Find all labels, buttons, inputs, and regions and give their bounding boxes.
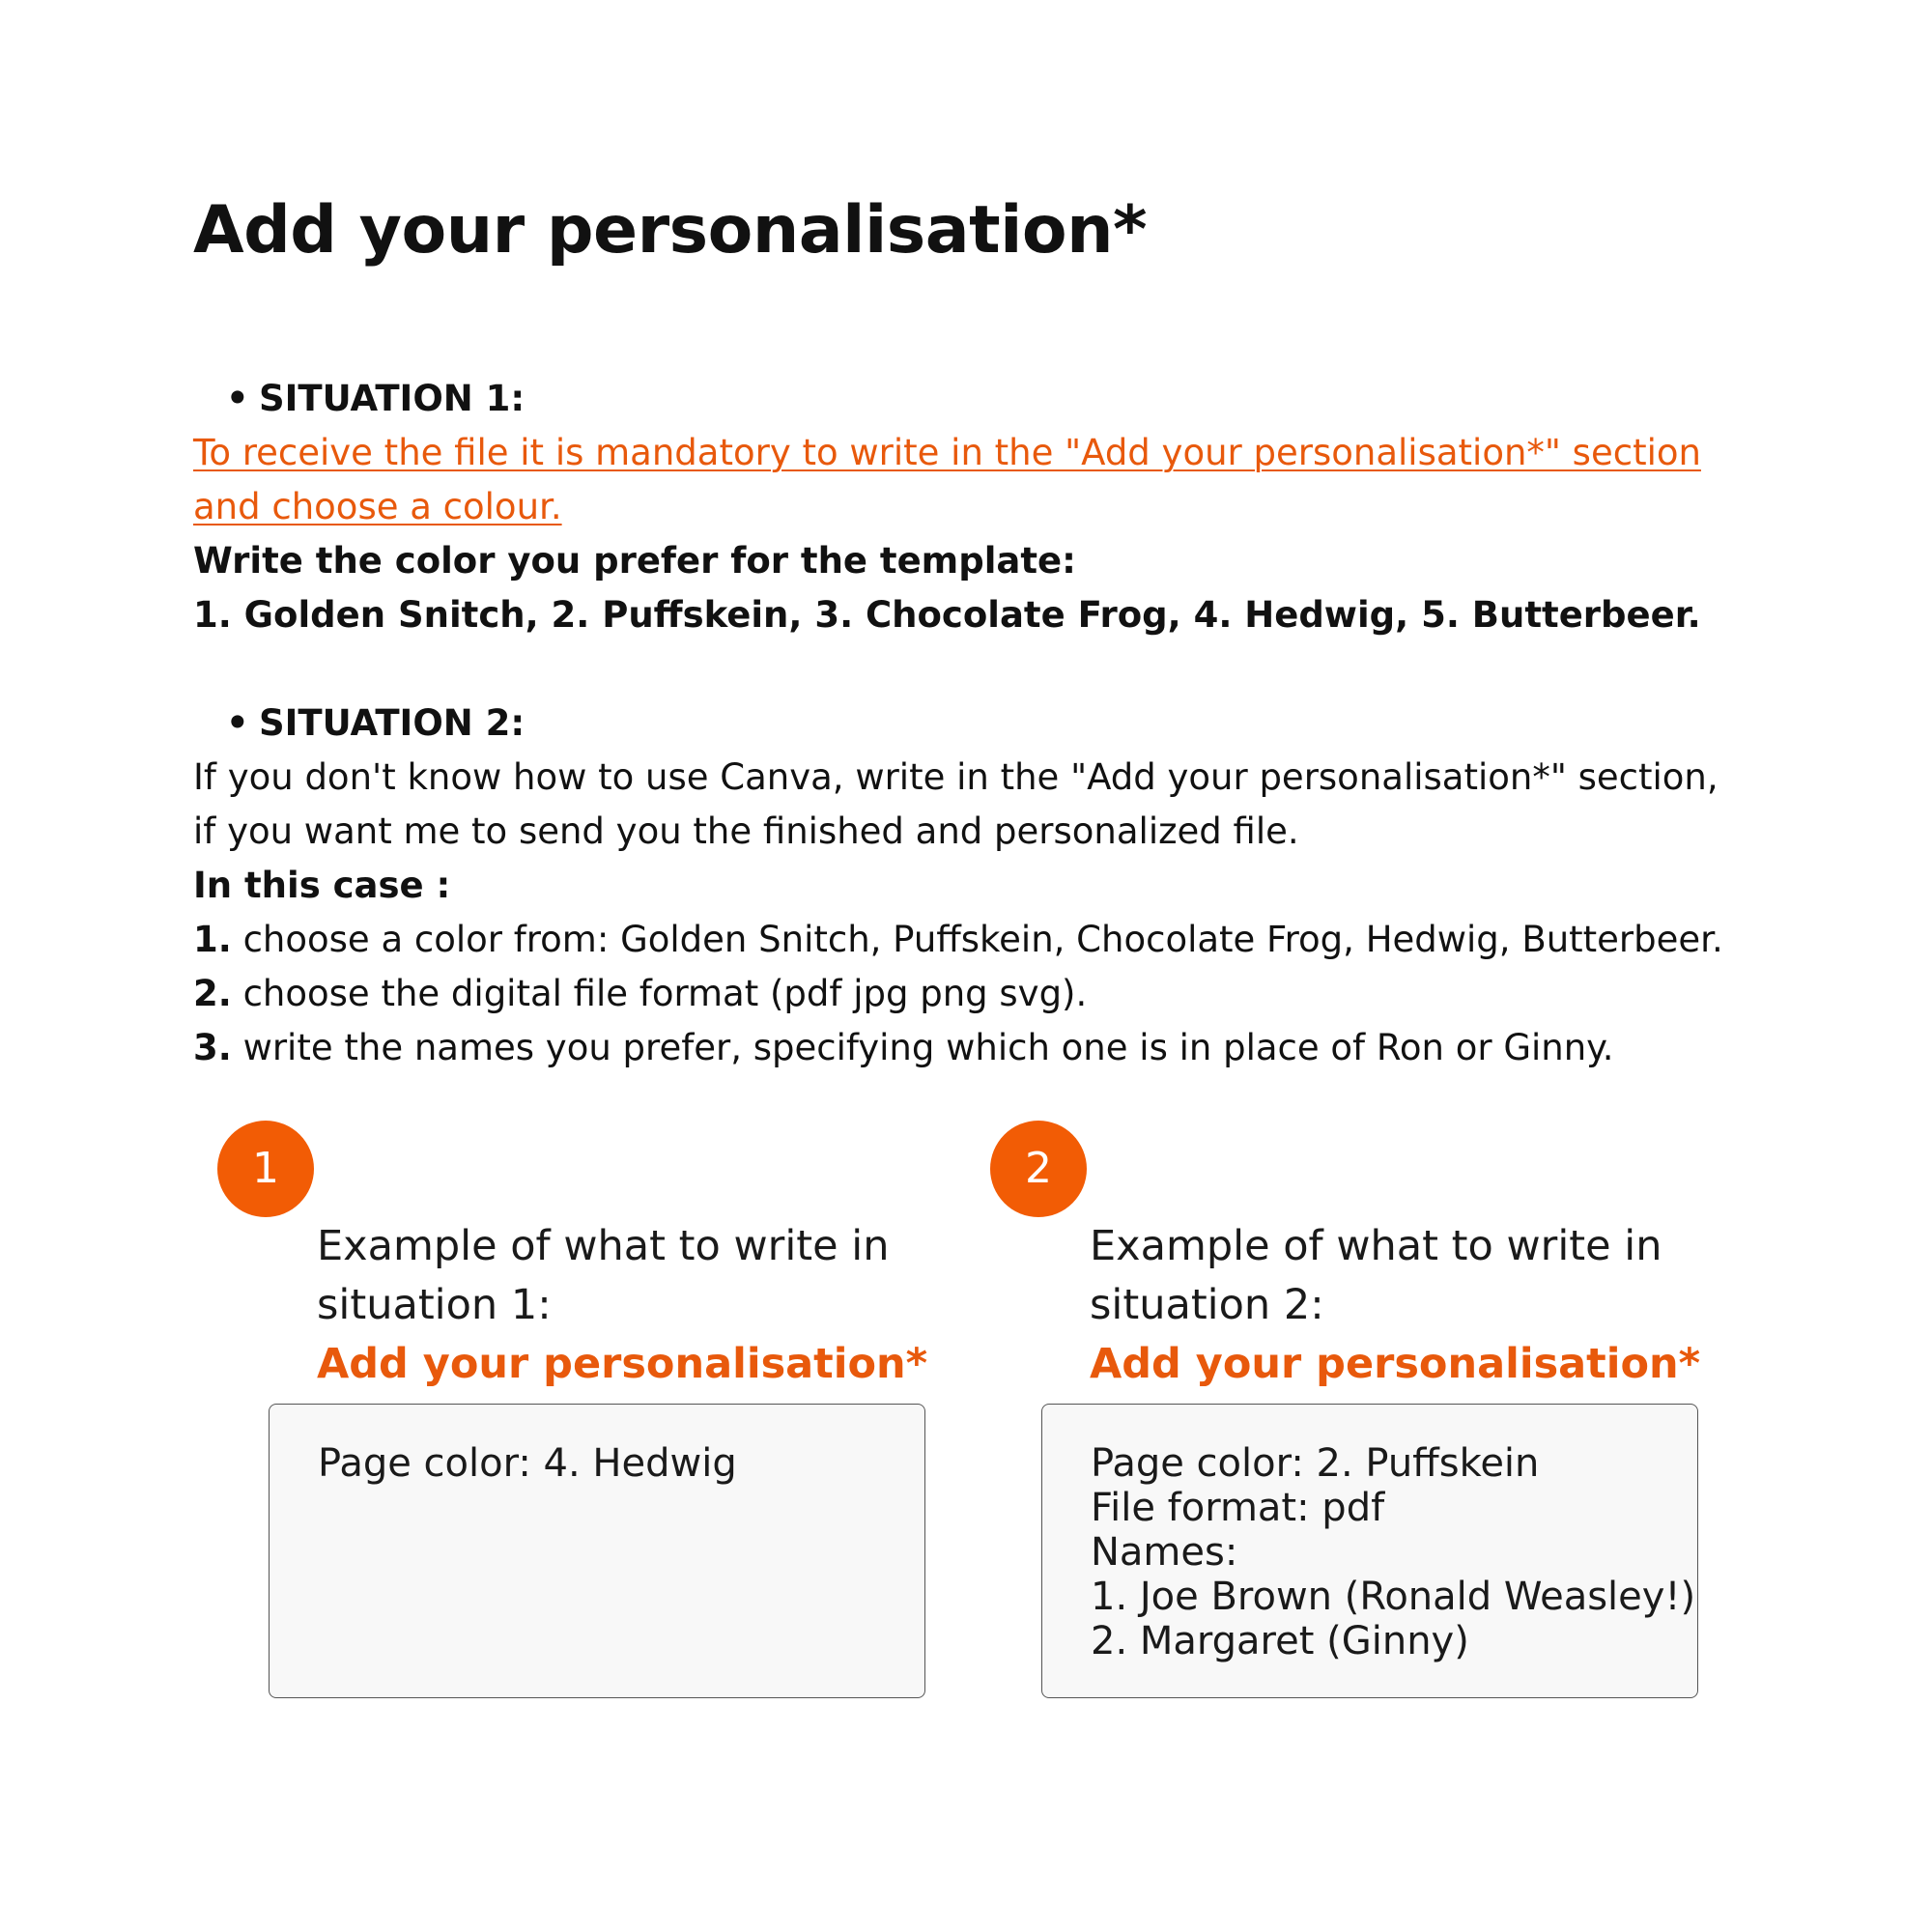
step-number: 2.: [193, 973, 232, 1014]
case-label: In this case :: [193, 865, 451, 906]
example-caption: Example of what to write in situation 1:: [317, 1222, 890, 1329]
example-field-label: Add your personalisation*: [1090, 1340, 1701, 1388]
step-text: choose the digital file format (pdf jpg png svg).: [231, 973, 1088, 1014]
example-situation-2: [990, 1121, 1701, 1698]
mandatory-notice-link-cont[interactable]: and choose a colour.: [193, 486, 562, 527]
color-options: 1. Golden Snitch, 2. Puffskein, 3. Chocolate Frog, 4. Hedwig, 5. Butterbeer.: [193, 594, 1701, 636]
bullet-icon: •: [226, 702, 249, 744]
bullet-icon: •: [226, 378, 249, 419]
section-gap: [193, 642, 1777, 696]
textbox-line: Page color: 2. Puffskein: [1091, 1441, 1540, 1486]
step-number: 3.: [193, 1027, 232, 1068]
personalisation-textbox[interactable]: [1041, 1404, 1698, 1698]
situation-2-heading: • SITUATION 2:: [193, 696, 1777, 751]
step-text: write the names you prefer, specifying which one is in place of Ron or Ginny.: [231, 1027, 1614, 1068]
personalisation-textbox[interactable]: [269, 1404, 925, 1698]
textbox-line: File format: pdf: [1091, 1486, 1385, 1530]
mandatory-notice-link[interactable]: To receive the file it is mandatory to write in the "Add your personalisation*" section: [193, 432, 1701, 473]
step-text: choose a color from: Golden Snitch, Puffskein, Chocolate Frog, Hedwig, Butterbeer.: [231, 919, 1723, 960]
example-field-label: Add your personalisation*: [317, 1340, 928, 1388]
instructions: [193, 372, 1777, 1075]
textbox-line: 1. Joe Brown (Ronald Weasley!): [1091, 1575, 1696, 1619]
situation-2-intro: If you don't know how to use Canva, write in the "Add your personalisation*" section,: [193, 756, 1719, 798]
example-situation-1: [217, 1121, 928, 1698]
step-item: [193, 913, 1777, 967]
step-item: [193, 967, 1777, 1021]
textbox-line: 2. Margaret (Ginny): [1091, 1619, 1469, 1663]
color-prompt: Write the color you prefer for the template:: [193, 540, 1076, 582]
textbox-line: Page color: 4. Hedwig: [318, 1441, 737, 1486]
example-caption: Example of what to write in situation 2:: [1090, 1222, 1662, 1329]
page-title: Add your personalisation*: [193, 192, 1148, 269]
step-badge: 2: [990, 1121, 1087, 1217]
mandatory-notice-cont[interactable]: [193, 480, 1777, 534]
step-badge: 1: [217, 1121, 314, 1217]
step-item: [193, 1021, 1777, 1075]
situation-2-intro-cont: if you want me to send you the finished and personalized file.: [193, 810, 1299, 852]
situation-1-heading: • SITUATION 1:: [193, 372, 1777, 426]
mandatory-notice[interactable]: [193, 426, 1777, 480]
textbox-line: Names:: [1091, 1530, 1238, 1575]
step-number: 1.: [193, 919, 232, 960]
